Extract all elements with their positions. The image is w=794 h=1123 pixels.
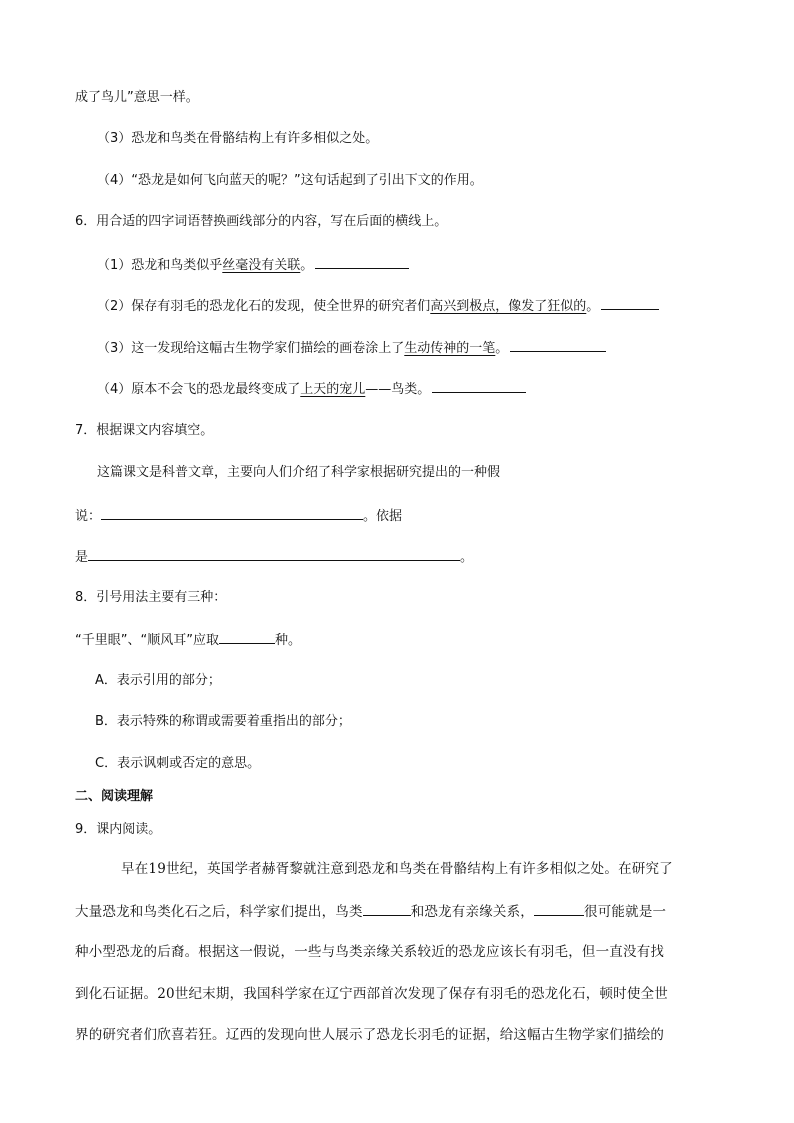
option-c: C．表示讽刺或否定的意思。	[95, 756, 261, 771]
passage-text: 大量恐龙和鸟类化石之后，科学家们提出，鸟类	[75, 904, 363, 920]
answer-blank[interactable]	[219, 629, 275, 644]
passage-text: 很可能就是一	[584, 904, 667, 920]
answer-blank[interactable]	[315, 254, 409, 269]
q8-prompt-suffix: 种。	[274, 633, 301, 648]
question-7-body: 这篇课文是科普文章，主要向人们介绍了科学家根据研究提出的一种假	[97, 465, 501, 480]
q6-4-suffix: ——鸟类。	[365, 382, 431, 397]
q7-is-label: 是	[75, 550, 89, 565]
q6-2-underlined: 高兴到极点，像发了狂似的	[430, 299, 587, 314]
question-5-3: （3）恐龙和鸟类在骨骼结构上有许多相似之处。	[97, 131, 379, 146]
question-7-line-3	[75, 546, 473, 568]
q7-basis-label: 。依据	[363, 509, 403, 524]
passage-line-5: 界的研究者们欣喜若狂。辽西的发现向世人展示了恐龙长羽毛的证据，给这幅古生物学家们描绘的	[75, 1027, 665, 1043]
question-8-prompt	[75, 629, 301, 651]
q6-4-prefix: （4）原本不会飞的恐龙最终变成了	[97, 382, 301, 397]
q6-2-prefix: （2）保存有羽毛的恐龙化石的发现，使全世界的研究者们	[97, 299, 431, 314]
q6-1-underlined: 丝毫没有关联	[222, 258, 301, 273]
q6-3-prefix: （3）这一发现给这幅古生物学家们描绘的画卷涂上了	[97, 341, 405, 356]
question-7-title: 7．根据课文内容填空。	[75, 423, 214, 438]
answer-blank[interactable]	[363, 901, 411, 916]
passage-line-3: 种小型恐龙的后裔。根据这一假说，一些与鸟类亲缘关系较近的恐龙应该长有羽毛，但一直没有找	[75, 944, 665, 960]
text-line: 成了鸟儿”意思一样。	[75, 90, 199, 105]
answer-blank[interactable]	[534, 901, 584, 916]
answer-blank[interactable]	[601, 295, 659, 310]
answer-blank[interactable]	[432, 378, 526, 393]
answer-blank[interactable]	[510, 337, 606, 352]
q6-3-underlined: 生动传神的一笔	[404, 341, 496, 356]
option-a: A．表示引用的部分；	[95, 673, 221, 688]
question-6-title: 6．用合适的四字词语替换画线部分的内容，写在后面的横线上。	[75, 214, 448, 229]
question-6-1	[97, 254, 409, 276]
answer-blank[interactable]	[88, 546, 460, 561]
q6-1-suffix: 。	[300, 258, 314, 273]
question-6-3	[97, 337, 606, 359]
passage-line-2	[75, 901, 666, 922]
q6-3-suffix: 。	[495, 341, 509, 356]
q6-1-prefix: （1）恐龙和鸟类似乎	[97, 258, 223, 273]
option-b: B．表示特殊的称谓或需要着重指出的部分；	[95, 714, 351, 729]
passage-line-4: 到化石证据。20世纪末期，我国科学家在辽宁西部首次发现了保存有羽毛的恐龙化石，顿时使全世	[75, 986, 668, 1002]
question-6-4	[97, 378, 526, 400]
question-9-title: 9．课内阅读。	[75, 822, 162, 837]
q7-end-mark: 。	[460, 550, 474, 565]
question-5-4: （4）“恐龙是如何飞向蓝天的呢？”这句话起到了引出下文的作用。	[97, 173, 483, 188]
question-6-2	[97, 295, 659, 317]
passage-text: 和恐龙有亲缘关系，	[410, 904, 535, 920]
section-heading: 二、阅读理解	[75, 789, 154, 804]
passage-line-1: 早在19世纪，英国学者赫胥黎就注意到恐龙和鸟类在骨骼结构上有许多相似之处。在研究了	[121, 861, 673, 877]
q6-4-underlined: 上天的宠儿	[300, 382, 366, 397]
question-7-line-2	[75, 505, 402, 527]
q8-prompt-text: “千里眼”、“顺风耳”应取	[75, 633, 219, 648]
question-8-title: 8．引号用法主要有三种：	[75, 590, 227, 605]
q6-2-suffix: 。	[586, 299, 600, 314]
answer-blank[interactable]	[101, 505, 363, 520]
q7-said-label: 说：	[75, 509, 102, 524]
